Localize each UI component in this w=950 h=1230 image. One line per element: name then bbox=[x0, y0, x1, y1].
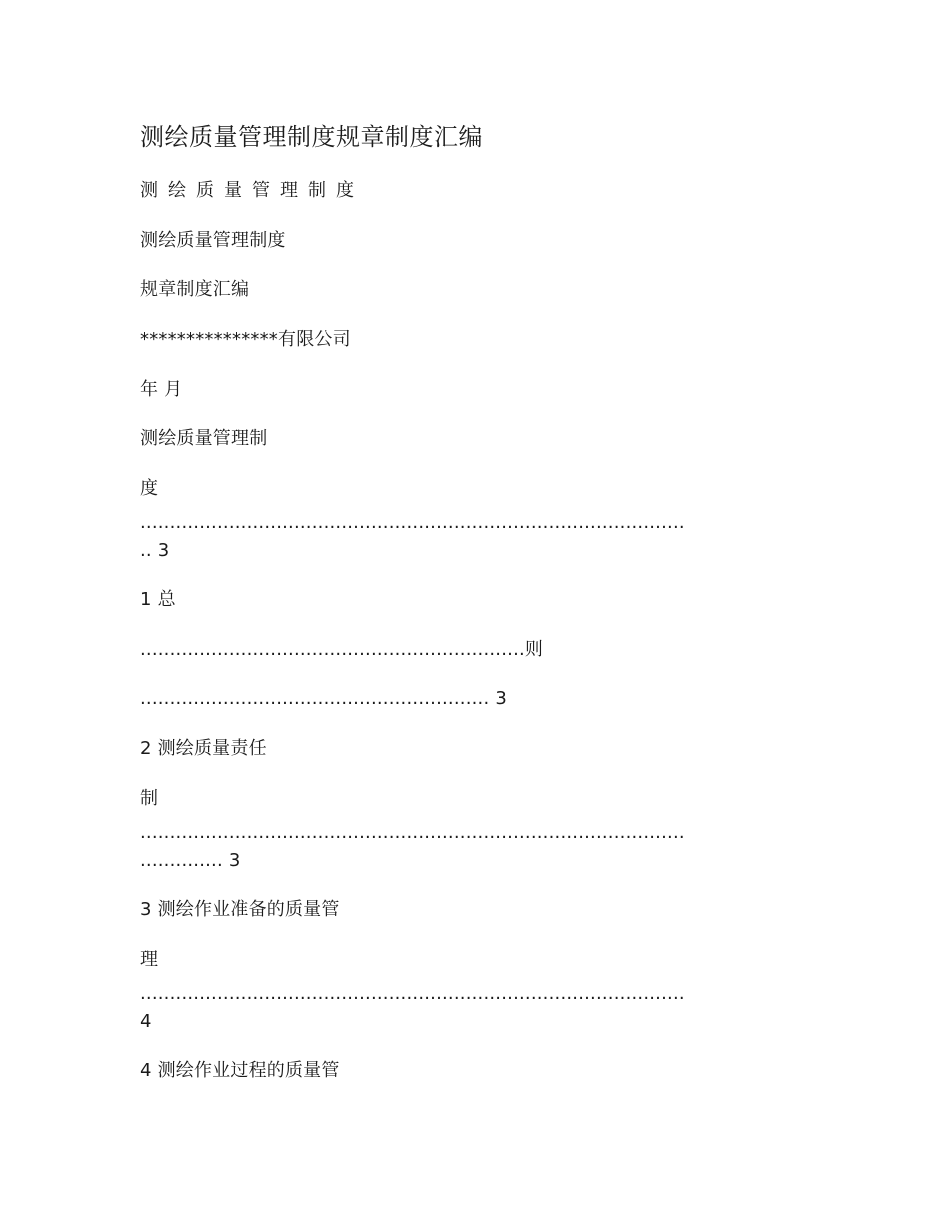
toc-entry-1-leader-line bbox=[140, 639, 543, 661]
cover-line-1: 测绘质量管理制度 bbox=[140, 230, 286, 251]
cover-company: ***************有限公司 bbox=[140, 329, 351, 350]
toc-entry-1-leader: ................................................................. bbox=[140, 639, 525, 660]
toc-entry-3-leader: ............................................................................................ bbox=[140, 983, 685, 1004]
toc-entry-0-leader-tail: .. bbox=[140, 540, 152, 561]
document-title: 测绘质量管理制度规章制度汇编 bbox=[140, 123, 483, 151]
toc-entry-1-word: 则 bbox=[524, 639, 544, 660]
toc-entry-0-title-1: 测绘质量管理制 bbox=[140, 428, 268, 449]
cover-date: 年 月 bbox=[140, 379, 183, 400]
toc-entry-0-tail bbox=[140, 540, 169, 562]
toc-entry-1-leader-tail: ........................................................... bbox=[140, 688, 490, 709]
cover-line-2: 规章制度汇编 bbox=[140, 279, 250, 300]
toc-entry-2-title-2: 制 bbox=[140, 788, 159, 809]
toc-entry-0-page-number: 3 bbox=[157, 540, 170, 561]
toc-entry-1-tail bbox=[140, 688, 507, 710]
toc-entry-0-title-2: 度 bbox=[140, 478, 159, 499]
toc-entry-3-page-number: 4 bbox=[140, 1011, 152, 1032]
toc-entry-3-title-1: 3 测绘作业准备的质量管 bbox=[140, 899, 340, 920]
toc-entry-2-leader: ............................................................................................ bbox=[140, 822, 685, 843]
toc-entry-2-leader-tail: .............. bbox=[140, 850, 223, 871]
toc-entry-4-title: 4 测绘作业过程的质量管 bbox=[140, 1060, 340, 1081]
toc-entry-2-title-1: 2 测绘质量责任 bbox=[140, 738, 267, 759]
toc-entry-2-page-number: 3 bbox=[228, 850, 241, 871]
toc-entry-1-title: 1 总 bbox=[140, 589, 176, 610]
toc-entry-0-leader: ............................................................................................ bbox=[140, 512, 685, 533]
toc-entry-1-page-number: 3 bbox=[495, 688, 507, 709]
cover-subtitle-spaced: 测绘质量管理制度 bbox=[140, 180, 364, 201]
toc-entry-3-title-2: 理 bbox=[140, 949, 159, 970]
toc-entry-2-tail bbox=[140, 850, 240, 872]
